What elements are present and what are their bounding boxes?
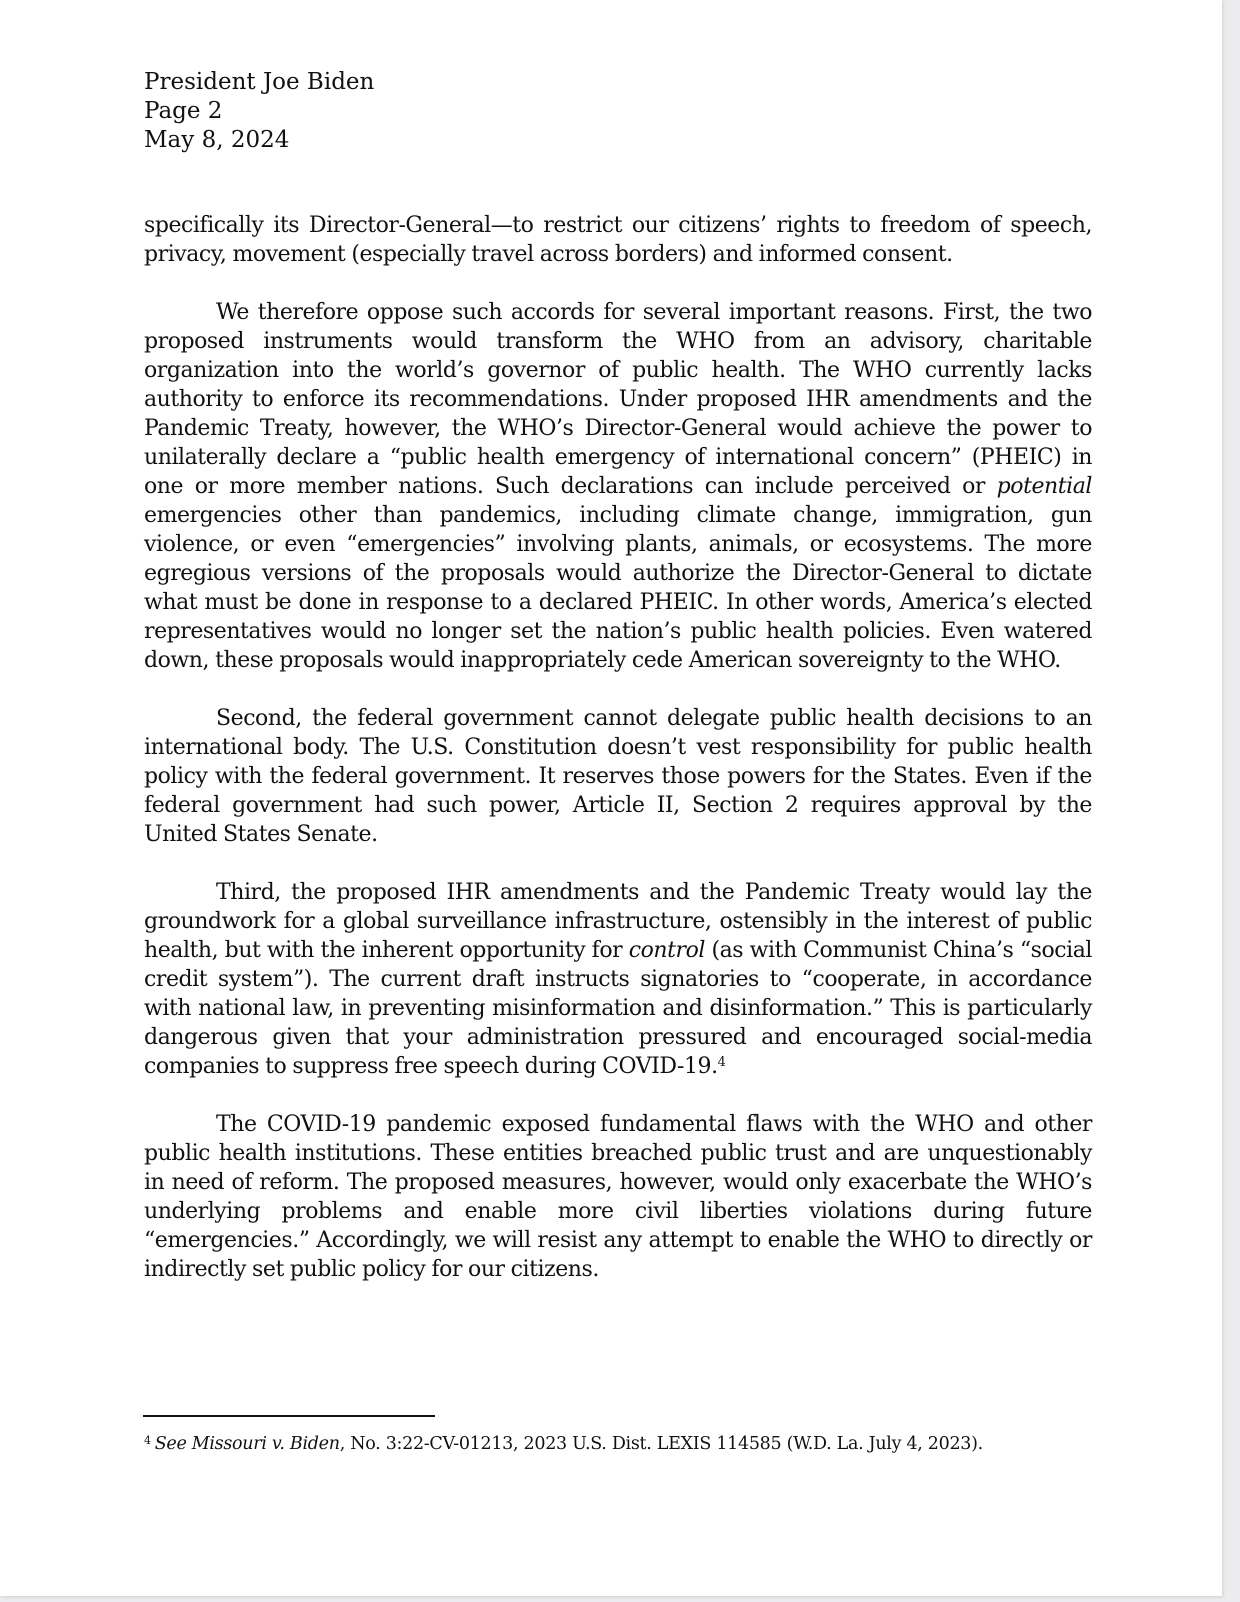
paragraph-third-reason-part-a: Third, the proposed IHR amendments and the Pandemic Treaty would lay the groundwork for a global surveillance infrastructure, ostensibly in the interest of public health, but with the inherent opportunity for	[144, 880, 1092, 963]
footnote-case-name: See Missouri v. Biden	[154, 1434, 340, 1454]
paragraph-first-reason-part-b: emergencies other than pandemics, including climate change, immigration, gun violence, or even “emergencies” involving plants, animals, or ecosystems. The more egregious versions of the proposals would authorize the Director-General to dictate what must be done in response to a declared PHEIC. In other words, America’s elected representatives would no longer set the nation’s public health policies. Even watered down, these proposals would inappropriately cede American sovereignty to the WHO.	[144, 503, 1092, 673]
footnote-citation: , No. 3:22-CV-01213, 2023 U.S. Dist. LEXIS 114585 (W.D. La. July 4, 2023).	[339, 1434, 983, 1454]
header-page-number: Page 2	[144, 98, 223, 124]
paragraph-first-reason	[144, 298, 1092, 675]
header-date: May 8, 2024	[144, 127, 290, 153]
emphasis-control: control	[628, 938, 705, 963]
footnote-divider	[143, 1415, 435, 1417]
paragraph-third-reason	[144, 878, 1092, 1081]
emphasis-potential: potential	[996, 474, 1092, 499]
paragraph-second-reason: Second, the federal government cannot delegate public health decisions to an international body. The U.S. Constitution doesn’t vest responsibility for public health policy with the federal government. It reserves those powers for the States. Even if the federal government had such power, Article II, Section 2 requires approval by the United States Senate.	[144, 706, 1092, 847]
letter-body	[144, 211, 1092, 1313]
paragraph-conclusion: The COVID-19 pandemic exposed fundamental flaws with the WHO and other public health institutions. These entities breached public trust and are unquestionably in need of reform. The proposed measures, however, would only exacerbate the WHO’s underlying problems and enable more civil liberties violations during future “emergencies.” Accordingly, we will resist any attempt to enable the WHO to directly or indirectly set public policy for our citizens.	[144, 1112, 1092, 1282]
paragraph-third-reason-part-b: (as with Communist China’s “social credit system”). The current draft instructs signatories to “cooperate, in accordance with national law, in preventing misinformation and disinformation.” This is particularly dangerous given that your administration pressured and encouraged social-media companies to suppress free speech during COVID-19.	[144, 938, 1092, 1079]
footnote-reference: 4	[717, 1055, 726, 1070]
footnote	[144, 1429, 1104, 1456]
header-recipient: President Joe Biden	[144, 69, 375, 95]
paragraph-first-reason-part-a: We therefore oppose such accords for several important reasons. First, the two proposed instruments would transform the WHO from an advisory, charitable organization into the world’s governor of public health. The WHO currently lacks authority to enforce its recommendations. Under proposed IHR amendments and the Pandemic Treaty, however, the WHO’s Director-General would achieve the power to unilaterally declare a “public health emergency of international concern” (PHEIC) in one or more member nations. Such declarations can include perceived or	[144, 300, 1092, 499]
letter-header	[144, 68, 374, 155]
footnote-number: 4	[144, 1434, 151, 1447]
paragraph-continuation: specifically its Director-General—to restrict our citizens’ rights to freedom of speech, privacy, movement (especially travel across borders) and informed consent.	[144, 213, 1092, 267]
